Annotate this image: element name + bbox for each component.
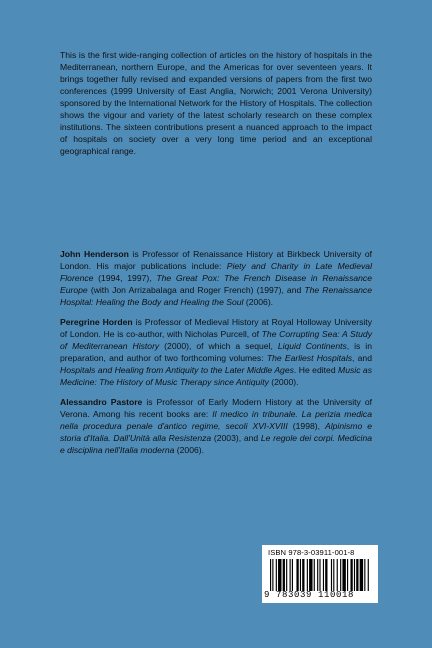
barcode-bar bbox=[272, 559, 273, 591]
bio-text: , is in preparation, and author of two forthcoming volumes: bbox=[60, 341, 372, 363]
barcode-bar bbox=[302, 559, 304, 591]
book-title: The Earliest Hospitals bbox=[266, 353, 353, 363]
book-title: Hospitals and Healing from Antiquity to the Later Middle Ages bbox=[60, 365, 294, 375]
barcode-bar bbox=[347, 559, 348, 591]
barcode-bar bbox=[337, 559, 338, 591]
bio-name: John Henderson bbox=[60, 249, 129, 259]
bio-text: (1998), bbox=[287, 421, 325, 431]
barcode-bar bbox=[319, 559, 320, 591]
bio-henderson bbox=[60, 248, 372, 308]
barcode-bar bbox=[290, 559, 291, 591]
barcode-bars bbox=[270, 559, 370, 591]
book-blurb: This is the first wide-ranging collection of articles on the history of hospitals in the Mediterranean, northern Europe, and the Americas for over seventeen years. It brings together fully revised and expanded versions of papers from the first two conferences (1999 University of East Anglia, Norwich; 2001 Verona University) sponsored by the International Network for the History of Hospitals. The collection shows the vigour and variety of the latest scholarly research on these complex institutions. The sixteen contributions present a nuanced approach to the impact of hospitals on society over a very long time period and an exceptional geographical range. bbox=[60, 49, 372, 156]
bio-text: , and bbox=[352, 353, 372, 363]
barcode-bar bbox=[286, 559, 287, 591]
barcode-bar bbox=[300, 559, 301, 591]
bio-text: (1994, 1997), bbox=[93, 273, 157, 283]
bio-text: . He edited bbox=[293, 365, 339, 375]
barcode-bar bbox=[340, 559, 341, 591]
isbn-barcode bbox=[262, 545, 378, 603]
bio-text: (2000). bbox=[268, 377, 299, 387]
bio-text: is Professor of Renaissance History at Birkbeck University of London. His major publications include: bbox=[60, 249, 372, 271]
bio-text: (2003), and bbox=[211, 433, 261, 443]
barcode-bar bbox=[342, 559, 345, 591]
barcode-bar bbox=[292, 559, 293, 591]
book-title: Liquid Continents bbox=[277, 341, 347, 351]
barcode-bar bbox=[307, 559, 308, 591]
bio-name: Peregrine Horden bbox=[60, 317, 133, 327]
barcode-bar bbox=[276, 559, 277, 591]
book-title: The Renaissance Hospital: Healing the Body and Healing the Soul bbox=[60, 285, 372, 307]
book-title: Il medico in tribunale. La perizia medica nella procedura penale d'antico regime, secoli XVI-XVIII bbox=[60, 409, 372, 431]
barcode-bar bbox=[350, 559, 352, 591]
bio-text: (with Jon Arrizabalaga and Roger French) (1997), and bbox=[87, 285, 305, 295]
barcode-bar bbox=[368, 559, 369, 591]
barcode-bar bbox=[296, 559, 298, 591]
barcode-bar bbox=[323, 559, 324, 591]
bio-text: (2006). bbox=[174, 445, 205, 455]
bio-text: is Professor of Medieval History at Royal Holloway University of London. He is co-author, with Nicholas Purcell, of bbox=[60, 317, 372, 339]
barcode-bar bbox=[354, 559, 355, 591]
bio-text: is Professor of Early Modern History at the University of Verona. Among his recent books are: bbox=[60, 397, 373, 419]
barcode-bar bbox=[314, 559, 315, 591]
editor-bios bbox=[60, 248, 372, 464]
book-title: The Corrupting Sea: A Study of Mediterranean History bbox=[60, 329, 372, 351]
barcode-bar bbox=[364, 559, 365, 591]
bio-pastore bbox=[60, 396, 372, 456]
barcode-bar bbox=[270, 559, 271, 591]
isbn-label: ISBN 978-3-03911-001-8 bbox=[268, 548, 355, 557]
book-title: Piety and Charity in Late Medieval Florence bbox=[60, 261, 372, 283]
barcode-bar bbox=[331, 559, 332, 591]
bio-text: (2000), of which a sequel, bbox=[159, 341, 278, 351]
book-title: The Great Pox: The French Disease in Renaissance Europe bbox=[60, 273, 373, 295]
book-title: Alpinismo e storia d'Italia. Dall'Unità alla Resistenza bbox=[60, 421, 372, 443]
barcode-bar bbox=[356, 559, 358, 591]
bio-text: (2006). bbox=[243, 297, 274, 307]
barcode-bar bbox=[325, 559, 327, 591]
barcode-bar bbox=[283, 559, 285, 591]
bio-name: Alessandro Pastore bbox=[60, 397, 143, 407]
book-title: Music as Medicine: The History of Music Therapy since Antiquity bbox=[60, 365, 373, 387]
bio-horden bbox=[60, 316, 372, 388]
barcode-digits: 9 783039 110018 bbox=[264, 590, 355, 600]
barcode-bar bbox=[317, 559, 318, 591]
book-title: Le regole dei corpi. Medicina e disciplina nell'Italia moderna bbox=[60, 433, 373, 455]
barcode-bar bbox=[309, 559, 312, 591]
barcode-bar bbox=[278, 559, 281, 591]
barcode-bar bbox=[333, 559, 334, 591]
barcode-bar bbox=[360, 559, 363, 591]
